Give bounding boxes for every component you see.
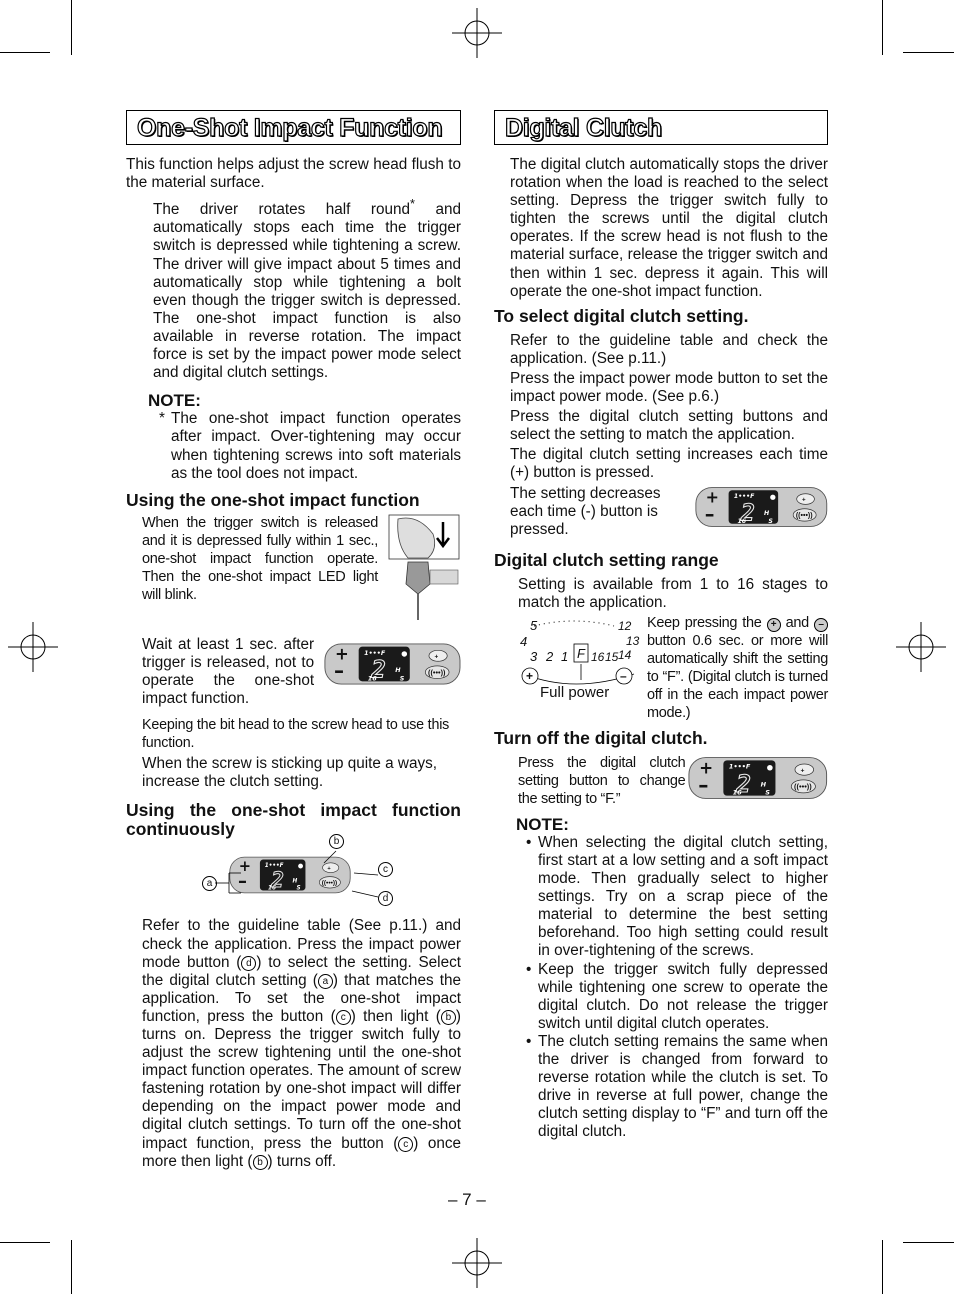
- keep-text-part: and: [785, 614, 809, 631]
- setting-dial-figure: [494, 614, 644, 704]
- dial-number: 1: [561, 648, 569, 664]
- dial-number: 13: [626, 633, 640, 648]
- note-item: [494, 1033, 828, 1142]
- keeping-text: Keeping the bit head to the screw head to use this function.: [142, 717, 450, 752]
- crop-mark: [903, 52, 954, 53]
- heading-turn-off: Turn off the digital clutch.: [494, 727, 708, 748]
- control-panel-icon: [324, 634, 461, 694]
- wait-block: [126, 636, 461, 708]
- sticking-text: When the screw is sticking up quite a ways, increase the clutch setting.: [142, 755, 438, 791]
- callout-c: c: [336, 1010, 351, 1025]
- description-text: The driver rotates half round: [153, 201, 411, 219]
- crop-mark: [882, 0, 883, 55]
- range-text: Setting is available from 1 to 16 stages to match the application.: [518, 575, 828, 611]
- callout-b: b: [329, 834, 344, 849]
- crop-mark: [903, 1242, 954, 1243]
- dial-number: 5: [530, 617, 538, 633]
- keep-text-part: button 0.6 sec. or more will automatically shift the setting to “F”. (Digital clutch is turned off in the each impact power mode.): [647, 633, 828, 722]
- continuous-text-part: ) turns on. Depress the trigger switch fully to adjust the screw tightening until the one-shot impact function operates. The amount of screw fastening rotation by one-shot impact will differ depending on the impact power mode and digital clutch settings. To turn off the one-shot impact function, press the button (: [142, 1007, 461, 1152]
- turn-off-block: [494, 754, 828, 808]
- panel-callout-figure: [126, 833, 461, 905]
- section-title-one-shot: One-Shot Impact Function: [126, 110, 461, 145]
- section-title-digital-clutch: Digital Clutch: [494, 110, 828, 145]
- dial-number: 16: [591, 649, 605, 664]
- right-column: [494, 110, 828, 1142]
- asterisk-mark: *: [410, 196, 415, 212]
- page-number: – 7 –: [448, 1190, 486, 1209]
- continuous-text-part: ) that matches the application. To set the one-shot impact function, press the button (: [142, 971, 461, 1025]
- note-label: NOTE:: [148, 391, 201, 411]
- bullet-icon: •: [526, 960, 532, 978]
- using-block: [126, 514, 461, 622]
- heading-select-setting: To select digital clutch setting.: [494, 305, 749, 326]
- crop-mark: [0, 1242, 50, 1243]
- continuous-text-part: ) once more then light (: [142, 1134, 461, 1170]
- continuous-text-part: ) then light (: [350, 1007, 441, 1025]
- callout-a: a: [318, 974, 333, 989]
- continuous-text-part: ) turns off.: [267, 1152, 337, 1170]
- note-text: The one-shot impact function operates after impact. Over-tightening may occur when tightening screws into soft materials as the tool does not impact.: [171, 410, 461, 482]
- callout-d: d: [378, 891, 393, 906]
- turn-off-text: Press the digital clutch setting button to change the setting to “F.”: [518, 754, 686, 807]
- callout-d: d: [241, 956, 256, 971]
- select-text-1: Refer to the guideline table and check the application. (See p.11.): [510, 331, 828, 367]
- heading-using-one-shot: Using the one-shot impact function: [126, 489, 420, 510]
- keep-text-part: Keep pressing the: [647, 614, 762, 631]
- full-power-label: Full power: [540, 683, 610, 701]
- trigger-hand-illustration-icon: [388, 514, 460, 622]
- note-item: [126, 410, 461, 482]
- dial-number: 4: [520, 633, 528, 649]
- description-text: and automatically stops each time the trigger switch is depressed while tightening a screw. The driver will give impact about 5 times and automatically stop while tightening a bolt even though the trigger switch is depressed. The one-shot impact function is also available in reverse rotation. The impact force is set by the impact power mode select and digital clutch settings.: [153, 201, 461, 382]
- one-shot-description: [126, 195, 461, 382]
- dial-number: 12: [618, 618, 632, 633]
- bullet-icon: •: [526, 833, 532, 851]
- registration-mark-icon: [452, 1238, 502, 1288]
- continuous-text-part: ) to select the setting. Select the digital clutch setting (: [142, 953, 461, 989]
- dial-number: 2: [546, 648, 554, 664]
- note-item: [494, 961, 828, 1033]
- note-text: Keep the trigger switch fully depressed while tightening one screw to operate the digital clutch. Do not release the trigger switch until digital clutch operates.: [538, 960, 828, 1032]
- crop-mark: [0, 52, 50, 53]
- callout-lines-icon: [126, 833, 461, 905]
- continuous-text-part: Refer to the guideline table (See p.11.) and check the application. Press the impact power mode button (: [142, 917, 461, 971]
- crop-mark: [882, 1240, 883, 1294]
- wait-text: Wait at least 1 sec. after trigger is released, not to operate the one-shot impact function.: [142, 635, 315, 707]
- one-shot-intro: This function helps adjust the screw head flush to the material surface.: [126, 156, 461, 192]
- registration-mark-icon: [8, 622, 58, 672]
- digital-clutch-intro: The digital clutch automatically stops the driver rotation when the load is reached to the select setting. Depress the trigger switch fully to tighten the screws until the digital clutch operates. If the screw head is not flush to the material surface, release the trigger switch and then within 1 sec. depress it again. This will operate the one-shot impact function.: [510, 156, 828, 300]
- select-text-5: The setting decreases each time (-) button is pressed.: [510, 484, 661, 538]
- asterisk-mark: *: [159, 410, 165, 428]
- crop-mark: [71, 0, 72, 55]
- note-text: When selecting the digital clutch setting, first start at a low setting and a soft impact mode. Then gradually select to higher settings. Try on a scrap piece of the material to determine the best setting beforehand. Too high setting could result in over-tightening of the screws.: [538, 833, 828, 960]
- heading-continuous: Using the one-shot impact function continuously: [126, 800, 461, 840]
- note-text: The clutch setting remains the same when the driver is changed from forward to reverse rotation while the clutch is set. To drive in reverse at full power, change the clutch setting display to “F” and turn off the digital clutch.: [538, 1032, 828, 1141]
- bullet-icon: •: [526, 1032, 532, 1050]
- heading-setting-range: Digital clutch setting range: [494, 549, 719, 570]
- control-panel-f-icon: [688, 750, 828, 806]
- keep-pressing-text: [647, 614, 828, 723]
- select-text-4: The digital clutch setting increases each time (+) button is pressed.: [510, 446, 828, 482]
- decrease-block: [494, 485, 828, 539]
- plus-button-icon: +: [767, 618, 781, 632]
- callout-c: c: [398, 1137, 413, 1152]
- crop-mark: [71, 1240, 72, 1294]
- select-text-2: Press the impact power mode button to set the impact power mode. (See p.6.): [510, 369, 828, 406]
- callout-a: a: [202, 876, 217, 891]
- callout-b: b: [253, 1155, 268, 1170]
- dial-number-f: F: [577, 645, 585, 661]
- minus-button-icon: –: [620, 668, 627, 683]
- registration-mark-icon: [452, 8, 502, 58]
- registration-mark-icon: [896, 622, 946, 672]
- note-item: [494, 834, 828, 961]
- select-text-3: Press the digital clutch setting buttons and select the setting to match the application.: [510, 408, 828, 444]
- control-panel-icon: [695, 479, 828, 535]
- left-column: [126, 110, 461, 1171]
- callout-c: c: [378, 862, 393, 877]
- using-text: When the trigger switch is released and it is depressed fully within 1 sec., one-shot impact function operate. Then the one-shot impact LED light will blink.: [142, 514, 378, 604]
- range-block: [494, 614, 828, 723]
- continuous-text: [126, 917, 461, 1170]
- dial-number: 3: [530, 648, 538, 664]
- plus-button-icon: +: [526, 668, 534, 683]
- callout-b: b: [441, 1010, 456, 1025]
- dial-number: 15: [605, 649, 619, 664]
- dial-number: 14: [618, 647, 632, 662]
- note-label: NOTE:: [516, 814, 569, 834]
- minus-button-icon: –: [814, 618, 828, 632]
